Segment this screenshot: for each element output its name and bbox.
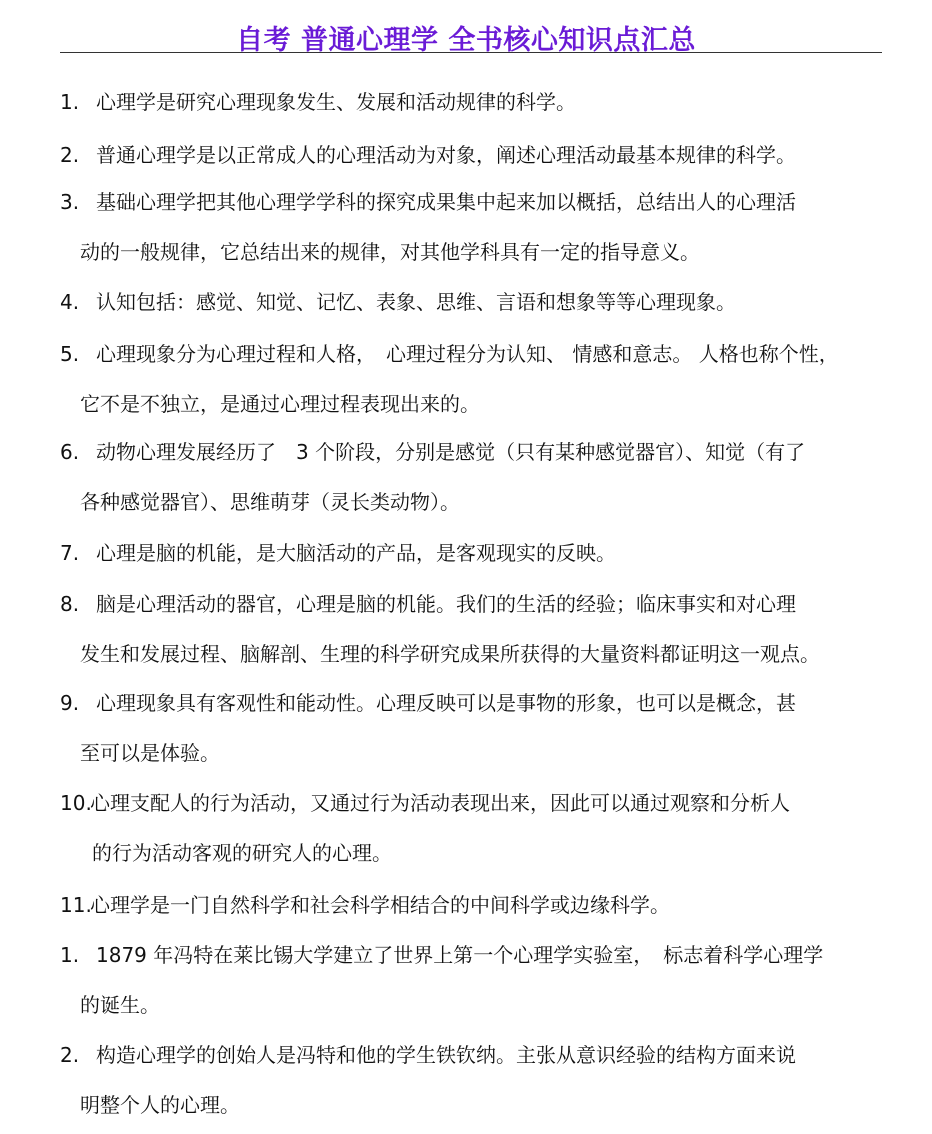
item-number: 1. xyxy=(60,943,80,967)
title-divider xyxy=(60,52,882,53)
item-text-continuation: 动的一般规律，它总结出来的规律，对其他学科具有一定的指导意义。 xyxy=(80,240,700,264)
item-line xyxy=(60,177,880,227)
item-number: 9. xyxy=(60,691,80,715)
item-text-continuation: 至可以是体验。 xyxy=(80,741,220,765)
item-text-continuation: 明整个人的心理。 xyxy=(80,1093,240,1117)
item-text: 心理现象具有客观性和能动性。心理反映可以是事物的形象，也可以是概念，甚 xyxy=(96,691,796,715)
item-text: 认知包括：感觉、知觉、记忆、表象、思维、言语和想象等等心理现象。 xyxy=(96,290,736,314)
item-text-continuation: 的诞生。 xyxy=(80,993,160,1017)
list-item xyxy=(60,277,880,327)
item-number: 2. xyxy=(60,143,80,167)
item-text: 心理学是一门自然科学和社会科学相结合的中间科学或边缘科学。 xyxy=(90,893,670,917)
document-title: 自考 普通心理学 全书核心知识点汇总 xyxy=(236,25,696,56)
item-line xyxy=(60,930,880,980)
item-line xyxy=(60,528,880,578)
item-number: 3. xyxy=(60,190,80,214)
item-number: 2. xyxy=(60,1043,80,1067)
item-number: 1. xyxy=(60,90,80,114)
item-line xyxy=(60,880,880,930)
list-item xyxy=(60,329,880,429)
item-text: 1879 年冯特在莱比锡大学建立了世界上第一个心理学实验室， 标志着科学心理学 xyxy=(96,943,824,967)
list-item xyxy=(60,579,880,679)
item-text: 心理现象分为心理过程和人格， 心理过程分为认知、 情感和意志。 人格也称个性， xyxy=(96,342,839,366)
list-item xyxy=(60,77,880,127)
item-line xyxy=(60,130,880,180)
item-text: 普通心理学是以正常成人的心理活动为对象，阐述心理活动最基本规律的科学。 xyxy=(96,143,796,167)
item-number: 5. xyxy=(60,342,80,366)
list-item xyxy=(60,1030,880,1130)
list-item xyxy=(60,778,880,878)
item-text: 心理是脑的机能，是大脑活动的产品，是客观现实的反映。 xyxy=(96,541,616,565)
item-text-continuation: 发生和发展过程、脑解剖、生理的科学研究成果所获得的大量资料都证明这一观点。 xyxy=(80,642,820,666)
item-text-continuation: 它不是不独立，是通过心理过程表现出来的。 xyxy=(80,392,480,416)
item-line xyxy=(60,277,880,327)
list-item xyxy=(60,130,880,180)
list-item xyxy=(60,427,880,527)
list-item xyxy=(60,880,880,930)
item-line xyxy=(60,678,880,728)
item-text-continuation: 的行为活动客观的研究人的心理。 xyxy=(92,841,392,865)
item-text: 脑是心理活动的器官，心理是脑的机能。我们的生活的经验；临床事实和对心理 xyxy=(96,592,796,616)
item-line xyxy=(60,77,880,127)
item-text: 心理学是研究心理现象发生、发展和活动规律的科学。 xyxy=(96,90,576,114)
item-text: 构造心理学的创始人是冯特和他的学生铁钦纳。主张从意识经验的结构方面来说 xyxy=(96,1043,796,1067)
item-line xyxy=(60,329,880,379)
item-line xyxy=(60,427,880,477)
list-item xyxy=(60,528,880,578)
list-item xyxy=(60,177,880,277)
item-line xyxy=(60,579,880,629)
item-number: 8. xyxy=(60,592,80,616)
item-number: 11. xyxy=(60,893,92,917)
item-number: 6. xyxy=(60,440,80,464)
item-text: 心理支配人的行为活动，又通过行为活动表现出来，因此可以通过观察和分析人 xyxy=(90,791,790,815)
item-text: 基础心理学把其他心理学学科的探究成果集中起来加以概括，总结出人的心理活 xyxy=(96,190,796,214)
list-item xyxy=(60,678,880,778)
item-text-continuation: 各种感觉器官）、思维萌芽（灵长类动物）。 xyxy=(80,490,460,514)
item-number: 10. xyxy=(60,791,92,815)
item-number: 4. xyxy=(60,290,80,314)
item-text: 动物心理发展经历了 3 个阶段，分别是感觉（只有某种感觉器官）、知觉（有了 xyxy=(96,440,806,464)
item-line xyxy=(60,778,880,828)
item-number: 7. xyxy=(60,541,80,565)
item-line xyxy=(60,1030,880,1080)
list-item xyxy=(60,930,880,1030)
